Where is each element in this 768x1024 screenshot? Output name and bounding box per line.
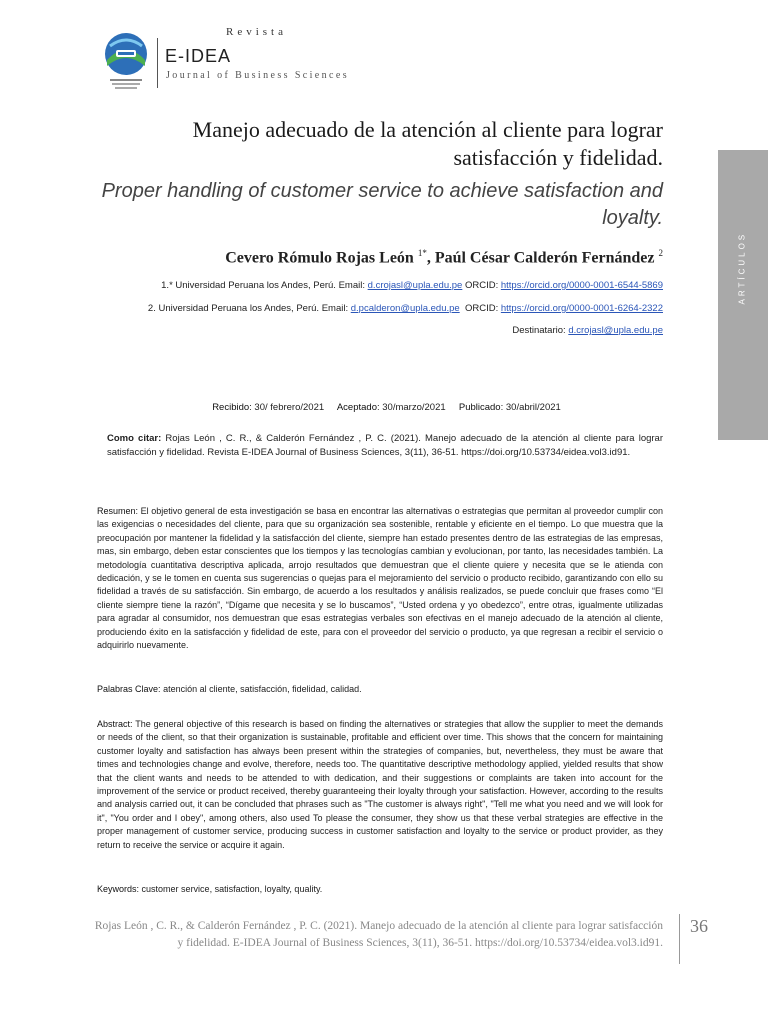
affiliation-institution: Universidad Peruana los Andes, Perú. xyxy=(175,280,336,291)
header-divider xyxy=(157,38,158,88)
published-date: : 30/abril/2021 xyxy=(500,402,561,413)
email-link[interactable]: d.pcalderon@upla.edu.pe xyxy=(350,303,460,314)
palabras-clave-text: atención al cliente, satisfacción, fidelidad, calidad. xyxy=(163,684,362,694)
orcid-link[interactable]: https://orcid.org/0000-0001-6544-5869 xyxy=(500,280,663,291)
affiliation-2 xyxy=(110,303,663,314)
email-label: Email: xyxy=(321,303,349,314)
revista-label: Revista xyxy=(226,26,287,38)
received-label: Recibido xyxy=(212,402,250,413)
page-number: 36 xyxy=(690,916,708,936)
dates-line xyxy=(110,402,663,413)
title-spanish: Manejo adecuado de la atención al cliente para lograr satisfacción y fidelidad. xyxy=(192,117,663,170)
footer-divider xyxy=(679,914,680,964)
journal-logo-icon xyxy=(100,30,152,90)
citation-label: Como citar: xyxy=(107,433,162,444)
orcid-label: ORCID: xyxy=(464,280,499,291)
palabras-clave-label: Palabras Clave: xyxy=(97,684,161,694)
affiliation-1 xyxy=(110,280,663,291)
recipient-line xyxy=(110,325,663,336)
author-1-marker: 1* xyxy=(417,248,427,258)
palabras-clave-block xyxy=(97,683,663,696)
recipient-label: Destinatario: xyxy=(512,325,566,336)
affiliation-prefix: 2. xyxy=(147,303,156,314)
recipient-email-link[interactable]: d.crojasl@upla.edu.pe xyxy=(568,325,663,336)
abstract-block xyxy=(97,718,663,852)
keywords-label: Keywords: xyxy=(97,884,140,894)
published-label: Publicado xyxy=(458,402,501,413)
email-label: Email: xyxy=(338,280,365,291)
author-1-name: Cevero Rómulo Rojas León xyxy=(225,249,414,267)
received-date: : 30/ febrero/2021 xyxy=(249,402,325,413)
affiliation-institution: Universidad Peruana los Andes, Perú. xyxy=(158,303,320,314)
accepted-date: : 30/marzo/2021 xyxy=(377,402,446,413)
section-side-tab-label: ARTÍCULOS xyxy=(737,231,747,305)
orcid-label: ORCID: xyxy=(464,303,499,314)
footer-citation: Rojas León , C. R., & Calderón Fernández , P. C. (2021). Manejo adecuado de la atención al cliente para lograr satisfacción y fidelidad. E-IDEA Journal of Business Sciences, 3(11), 36-51. https://doi.org/10.53734/eidea.vol3.id91. xyxy=(94,920,663,949)
title-english: Proper handling of customer service to achieve satisfaction and loyalty. xyxy=(101,180,663,229)
resumen-block xyxy=(97,505,663,652)
author-2-name: Paúl César Calderón Fernández xyxy=(434,249,655,267)
keywords-block xyxy=(97,883,663,896)
abstract-text: The general objective of this research is based on finding the alternatives or strategies that allow the supplier to meet the demands or needs of the client, so that their organization is sustainable, profitable and efficient over time. This shows that the concern for maintaining customer loyalty and satisfaction has always been present within the strategies of companies, but, nevertheless, they must be aware that times and technologies change and evolve, therefore, needs too. The quantitative descriptive methodology applied, yielded results that show that the client wants and needs to be attended to with dedication, and their suggestions or complaints are taken into account for the improvement of the service or product received, thereby guaranteeing their loyalty through your satisfaction. However, according to the results and analysis carried out, it can be concluded that phrases such as "The customer is always right", "Tell me what you need and we will look for it", "You order and I obey", among others, also used To please the consumer, they show us that these verbal strategies are effective in the proper management of customer service, producing success in customer satisfaction and loyalty to the service or product provider, as they return to receive the service or acquire it again. xyxy=(97,719,663,850)
authors-line xyxy=(120,248,663,267)
authors-separator: , xyxy=(426,249,435,267)
email-link[interactable]: d.crojasl@upla.edu.pe xyxy=(367,280,463,291)
how-to-cite xyxy=(107,432,663,460)
journal-name: E-IDEA xyxy=(165,46,232,66)
journal-subtitle: Journal of Business Sciences xyxy=(166,70,350,81)
resumen-label: Resumen: xyxy=(97,506,139,516)
citation-text: Rojas León , C. R., & Calderón Fernández , P. C. (2021). Manejo adecuado de la atención al cliente para lograr satisfacción y fidelidad. Revista E-IDEA Journal of Business Sciences, 3(11), 36-51. https://doi.org/10.53734/eidea.vol3.id91. xyxy=(107,433,663,458)
orcid-link[interactable]: https://orcid.org/0000-0001-6264-2322 xyxy=(500,303,663,314)
abstract-label: Abstract: xyxy=(97,719,133,729)
author-2-marker: 2 xyxy=(658,248,663,258)
accepted-label: Aceptado xyxy=(336,402,377,413)
resumen-text: El objetivo general de esta investigación se basa en encontrar las alternativas o estrategias que permitan al proveedor cumplir con las exigencias o necesidades del cliente, para que su organización sea sostenible, rentable y eficiente en el tiempo. Lo que muestra que la preocupación por mantener la fidelidad y la satisfacción del cliente, siempre han estado presentes dentro de las estrategias de las empresas, mas, sin embargo, deben estar conscientes que los tiempos y las tecnologías cambian y evolucionan, por tanto, las necesidades también. La metodología cuantitativa descriptiva aplicada, arrojo resultados que demuestran que el cliente quiere y necesita que se le atienda con dedicación, y se le tomen en cuenta sus sugerencias o quejas para el mejoramiento del servicio o producto recibido, garantizando con ello su fidelidad a través de su satisfacción. Sin embargo, de acuerdo a los resultados y análisis realizados, se puede concluir que frases como “El cliente siempre tiene la razón”, “Dígame que necesita y se lo buscamos”, “Usted ordena y yo obedezco”, entre otras, igualmente utilizadas para agradar al consumidor, nos demuestran que esas estrategias verbales son efectivas en el manejo adecuado de la atención al cliente, produciendo éxito en la satisfacción y fidelidad de este, para con el proveedor del servicio o producto, ya que regresan a recibir el servicio o adquirirlo nuevamente. xyxy=(97,506,663,651)
keywords-text: customer service, satisfaction, loyalty, quality. xyxy=(141,884,323,894)
affiliation-prefix: 1.* xyxy=(161,280,173,291)
